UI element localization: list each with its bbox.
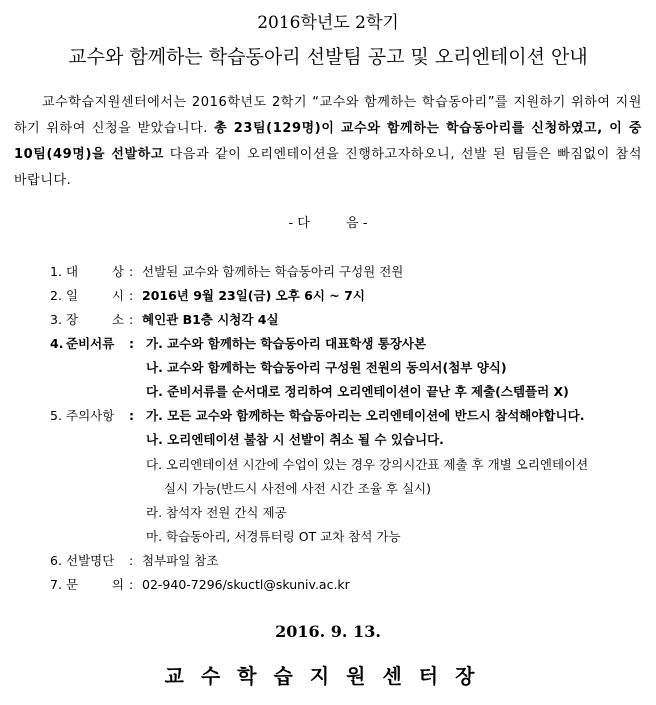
item-3-colon: : (129, 312, 134, 327)
item-5-label: 주의사항 (66, 408, 115, 423)
item-2-number: 2. (50, 288, 62, 303)
intro-text-2: 다음과 같이 오리엔테이션을 진행하고자하오니, 선발 된 팀들은 빠짐없이 참석바랍니다. (14, 147, 642, 188)
item-2-colon: : (129, 288, 134, 303)
intro-text-1: 교수학습지원센터에서는 2016학년도 2학기 “교수와 함께하는 학습동아리”를 지원하기 위하여 지원하기 위하여 신청을 받았습니다. (14, 95, 642, 136)
item-3-number: 3. (50, 312, 62, 327)
item-5-number: 5. (50, 408, 62, 423)
item-5-sub-da-line2: 실시 가능(반드시 사전에 사전 시간 조율 후 실시) (164, 481, 431, 496)
item-7-label (66, 574, 124, 596)
item-3-label-a: 장 (66, 312, 79, 327)
item-1-label-b: 상 (111, 264, 124, 279)
item-7-contact: 02-940-7296/skuctl@skuniv.ac.kr (142, 577, 350, 592)
item-2-label-b: 시 (111, 288, 124, 303)
item-5-sub-da-line1: 다. 오리엔테이션 시간에 수업이 있는 경우 강의시간표 제출 후 개별 오리엔테이션 (146, 457, 589, 472)
item-7-colon: : (129, 577, 134, 592)
item-3-label (66, 309, 124, 331)
item-5-sub-ga: 가. 모든 교수와 함께하는 학습동아리는 오리엔테이션에 반드시 참석해야합니다. (146, 408, 585, 423)
item-7-label-b: 의 (111, 577, 124, 592)
item-3-label-b: 소 (111, 312, 124, 327)
item-4-number: 4. (50, 336, 64, 351)
item-4-sub-na: 나. 교수와 함께하는 학습동아리 구성원 전원의 동의서(첨부 양식) (146, 360, 507, 375)
item-1-colon: : (129, 264, 134, 279)
item-6-label: 선발명단 (66, 553, 115, 568)
item-5-sub-na: 나. 오리엔테이션 불참 시 선발이 취소 될 수 있습니다. (146, 432, 444, 447)
item-1-number: 1. (50, 264, 62, 279)
signature: 교수학습지원센터장 (164, 664, 492, 688)
item-6-number: 6. (50, 553, 62, 568)
intro-bold-text: 총 23팀(129명)이 교수와 함께하는 학습동아리를 신청하였고, 이 중 10팀(49명)을 선발하고 (14, 121, 643, 162)
item-4-colon: : (129, 336, 134, 351)
item-6-value: 첨부파일 참조 (142, 553, 219, 568)
item-4-label: 준비서류 (66, 336, 115, 351)
item-7-number: 7. (50, 577, 62, 592)
separator-right: 음 - (346, 216, 368, 231)
item-7-label-a: 문 (66, 577, 79, 592)
item-1-label-a: 대 (66, 264, 79, 279)
item-2-label (66, 285, 124, 307)
document-subtitle: 2016학년도 2학기 (257, 13, 399, 33)
separator-left: - 다 (288, 216, 310, 231)
item-2-label-a: 일 (66, 288, 79, 303)
item-6-colon: : (129, 553, 134, 568)
document-title: 교수와 함께하는 학습동아리 선발팀 공고 및 오리엔테이션 안내 (68, 46, 588, 68)
item-4-sub-ga: 가. 교수와 함께하는 학습동아리 대표학생 통장사본 (146, 336, 427, 351)
document-date: 2016. 9. 13. (275, 622, 381, 641)
item-3-value: 혜인관 B1층 시청각 4실 (142, 312, 279, 327)
item-2-value: 2016년 9월 23일(금) 오후 6시 ~ 7시 (142, 288, 365, 303)
item-5-colon: : (129, 408, 134, 423)
item-5-sub-ma: 마. 학습동아리, 서경튜터링 OT 교차 참석 가능 (146, 529, 401, 544)
intro-paragraph (14, 90, 642, 194)
item-1-value: 선발된 교수와 함께하는 학습동아리 구성원 전원 (142, 264, 404, 279)
item-5-sub-ra: 라. 참석자 전원 간식 제공 (146, 505, 287, 520)
item-1-label (66, 261, 124, 283)
section-separator (0, 212, 656, 231)
item-4-sub-da: 다. 준비서류를 순서대로 정리하여 오리엔테이션이 끝난 후 제출(스템플러 X) (146, 384, 569, 399)
